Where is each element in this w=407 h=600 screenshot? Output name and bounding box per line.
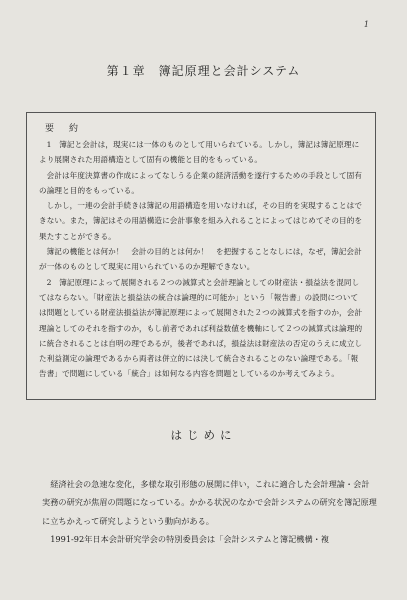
summary-paragraph-2: 会計は年度決算書の作成によってなしうる企業の経済活動を遂行するための手段として固有の論理と目的をもっている。 bbox=[39, 170, 363, 195]
summary-box bbox=[26, 112, 376, 400]
summary-paragraph-4: 簿記の機能とは何か！ 会計の目的とは何か！ を把握することなしには，なぜ，簿記会計が一体のものとして現実に用いられているのか理解できない。 bbox=[39, 247, 362, 272]
page-number: 1 bbox=[363, 20, 369, 29]
chapter-title: 第１章 簿記原理と会計システム bbox=[106, 64, 301, 78]
section-heading-introduction: はじめに bbox=[170, 428, 237, 442]
introduction-paragraph-1: 経済社会の急速な変化，多様な取引形態の展開に伴い，これに適合した会計理論・会計実務の研究が焦眉の問題になっている。かかる状況のなかで会計システムの研究を簿記原理に立ちかえって研究しようという動向がある。 bbox=[42, 479, 377, 526]
introduction-paragraph-2: 1991-92年日本会計研究学会の特別委員会は「会計システムと簿記機構・複 bbox=[50, 534, 330, 545]
summary-paragraph-3: しかし，一連の会計手続きは簿記の用語構造を用いなければ，その目的を実現することはできない。また，簿記はその用語構造に会計事象を組み入れることによってはじめてその目的を果たすことができる。 bbox=[39, 201, 363, 241]
introduction-body bbox=[42, 475, 377, 549]
summary-paragraph-5: 2 簿記原理によって展開される２つの減算式と会計理論としての財産法・損益法を混同してはならない。「財産法と損益法の統合は論理的に可能か」という「報告書」の設問については問題としている財産法損益法が簿記原理によって展開された２つの減算式を指すのか，会計理論としてのそれを指すのか，もし前者であれば利益数値を機軸にして２つの減算式は論理的に統合されることは自明の理であるが，後者であれば，損益法は財産法の否定のうえに成立した利益測定の論理であるから両者は併立的には決して統合されることのない論理である。「報告書」で問題にしている「統合」は如何なる内容を問題としているのか考えてみよう。 bbox=[39, 277, 363, 379]
summary-heading: 要 約 bbox=[45, 124, 82, 134]
summary-paragraph-1: 1 簿記と会計は，現実には一体のものとして用いられている。しかし，簿記は簿記原理により展開された用語構造として固有の機能と目的をもっている。 bbox=[39, 140, 360, 165]
